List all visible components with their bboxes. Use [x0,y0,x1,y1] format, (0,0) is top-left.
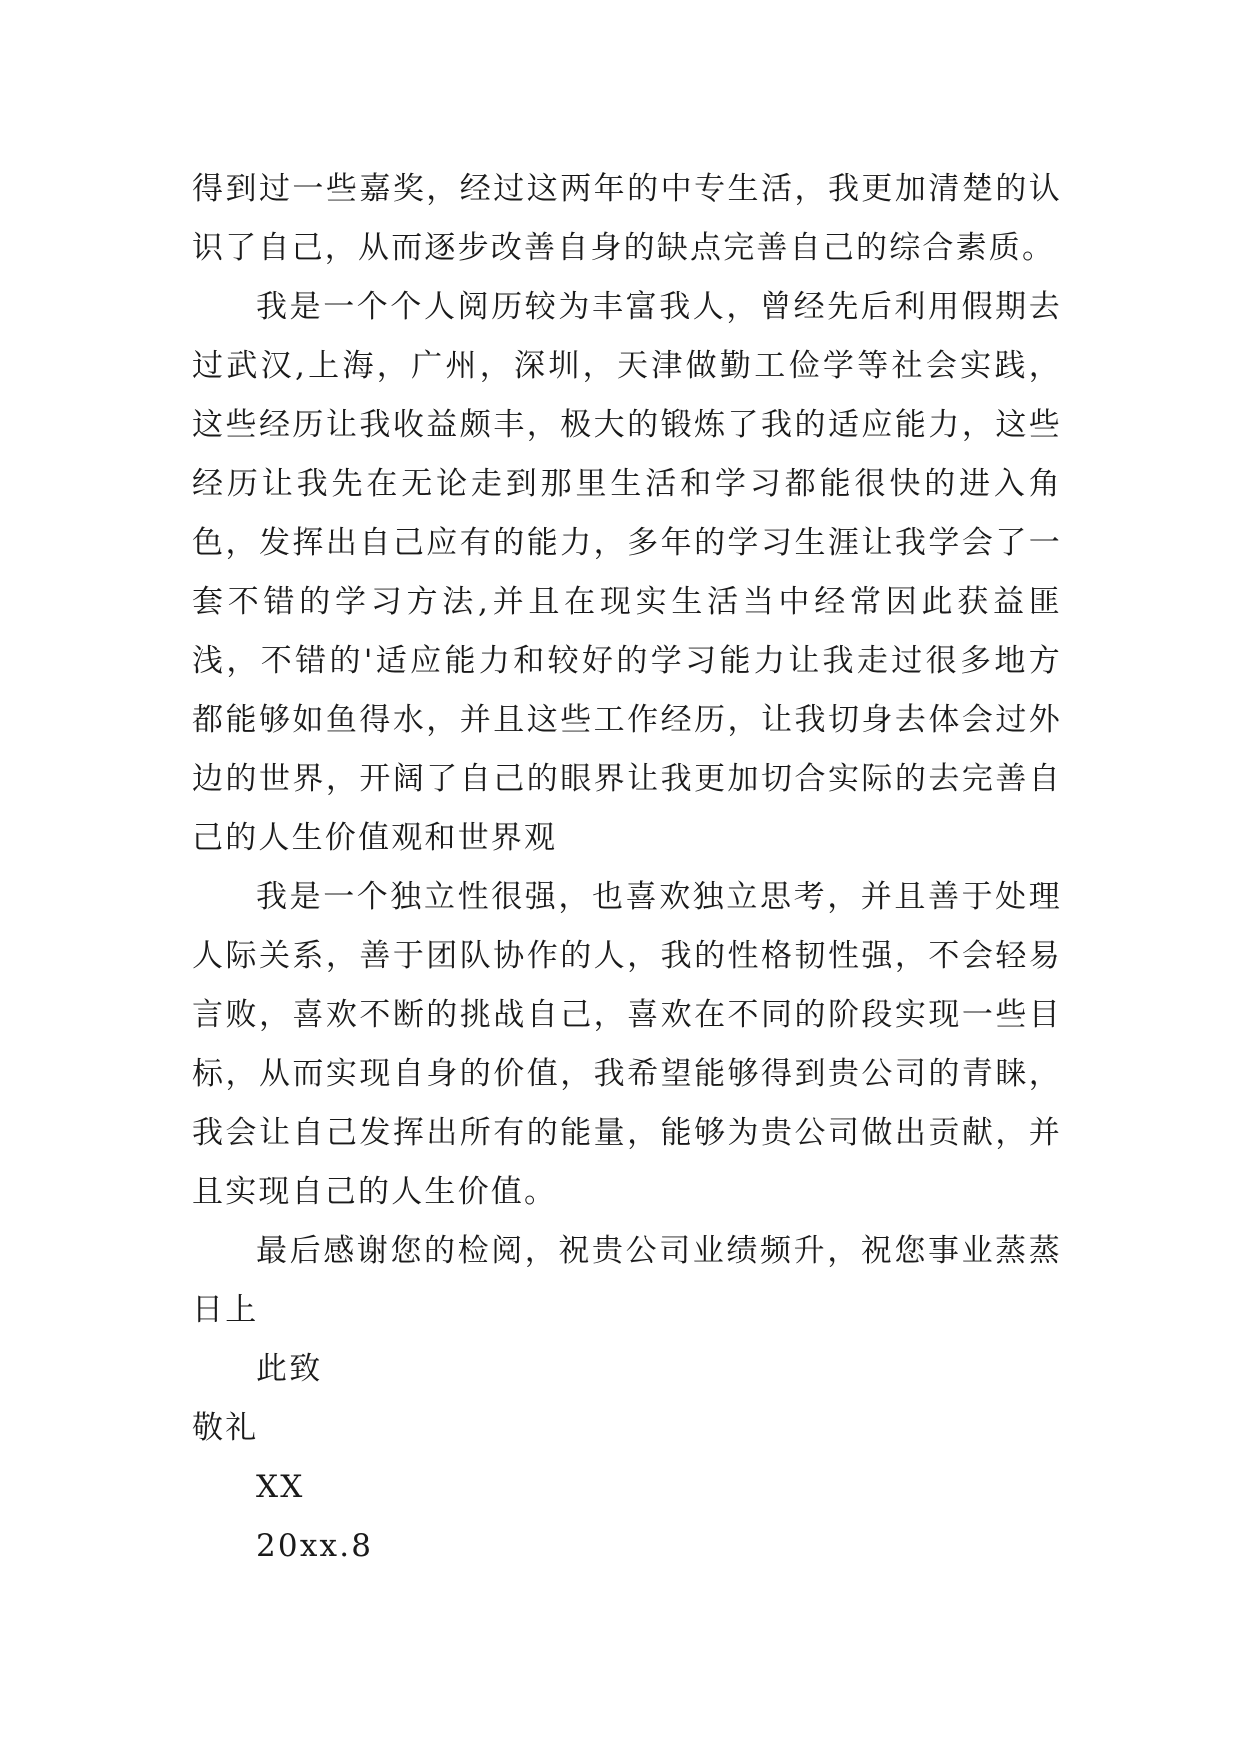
closing-salute: 敬礼 [192,1410,259,1446]
closing-respect-phrase: 此致 [256,1351,323,1387]
letter-body [192,160,1062,1576]
signature: XX [256,1469,305,1505]
paragraph-experience: 我是一个个人阅历较为丰富我人，曾经先后利用假期去过武汉,上海，广州，深圳，天津做勤工俭学等社会实践，这些经历让我收益颇丰，极大的锻炼了我的适应能力，这些经历让我先在无论走到那里生活和学习都能很快的进入角色，发挥出自己应有的能力，多年的学习生涯让我学会了一套不错的学习方法,并且在现实生活当中经常因此获益匪浅，不错的'适应能力和较好的学习能力让我走过很多地方都能够如鱼得水，并且这些工作经历，让我切身去体会过外边的世界，开阔了自己的眼界让我更加切合实际的去完善自己的人生价值观和世界观 [192,289,1062,856]
paragraph-personality: 我是一个独立性很强，也喜欢独立思考，并且善于处理人际关系，善于团队协作的人，我的性格韧性强，不会轻易言败，喜欢不断的挑战自己，喜欢在不同的阶段实现一些目标，从而实现自身的价值，我希望能够得到贵公司的青睐，我会让自己发挥出所有的能量，能够为贵公司做出贡献，并且实现自己的人生价值。 [192,879,1062,1210]
paragraph-thanks: 最后感谢您的检阅，祝贵公司业绩频升，祝您事业蒸蒸日上 [192,1233,1062,1328]
letter-date: 20xx.8 [256,1528,374,1564]
paragraph-continued: 得到过一些嘉奖，经过这两年的中专生活，我更加清楚的认识了自己，从而逐步改善自身的缺点完善自己的综合素质。 [192,171,1062,266]
